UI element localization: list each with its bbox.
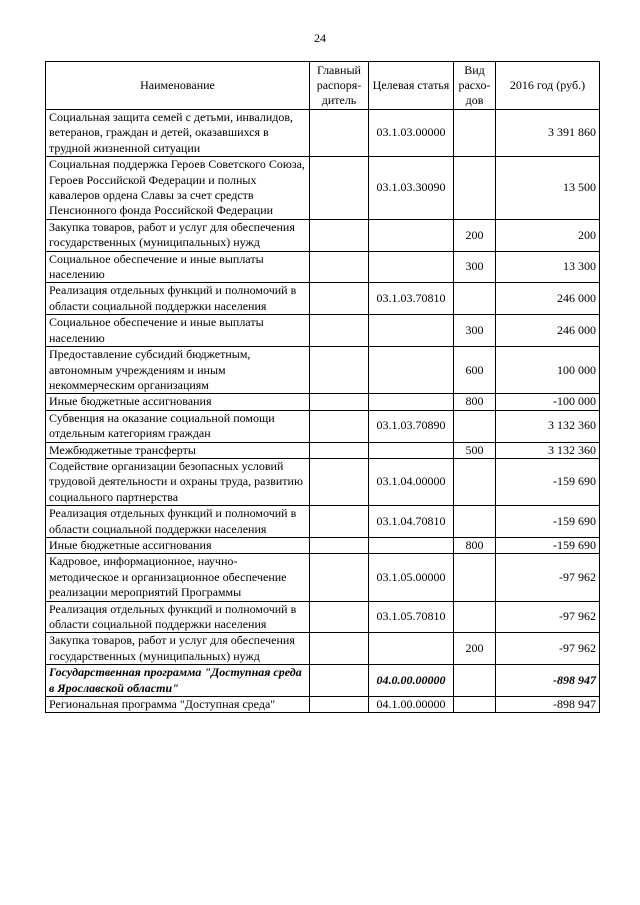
row-admin-cell	[310, 601, 369, 633]
row-admin-cell	[310, 219, 369, 251]
table-row	[46, 410, 600, 442]
row-amount-cell: -159 690	[496, 458, 600, 505]
row-amount-cell: 200	[496, 219, 600, 251]
page-number: 24	[314, 31, 326, 45]
row-article-cell	[369, 251, 454, 283]
table-row	[46, 442, 600, 458]
row-type-cell	[454, 601, 496, 633]
row-article-cell	[369, 442, 454, 458]
row-article-cell: 04.1.00.00000	[369, 697, 454, 713]
row-admin-cell	[310, 283, 369, 315]
row-name-cell: Иные бюджетные ассигнования	[46, 537, 310, 553]
row-article-cell: 03.1.04.00000	[369, 458, 454, 505]
row-amount-cell: -898 947	[496, 697, 600, 713]
row-type-cell: 300	[454, 315, 496, 347]
row-type-cell	[454, 506, 496, 538]
budget-table	[45, 61, 600, 713]
row-admin-cell	[310, 665, 369, 697]
row-amount-cell: 100 000	[496, 347, 600, 394]
row-name-cell: Иные бюджетные ассигнования	[46, 394, 310, 410]
row-type-cell: 800	[454, 394, 496, 410]
row-admin-cell	[310, 633, 369, 665]
row-amount-cell: 246 000	[496, 283, 600, 315]
header-name: Наименование	[46, 62, 310, 110]
table-row	[46, 347, 600, 394]
row-name-cell: Межбюджетные трансферты	[46, 442, 310, 458]
table-row	[46, 110, 600, 157]
row-amount-cell: -159 690	[496, 537, 600, 553]
table-row	[46, 697, 600, 713]
row-article-cell	[369, 633, 454, 665]
table-row	[46, 633, 600, 665]
table-row	[46, 554, 600, 601]
row-name-cell: Закупка товаров, работ и услуг для обеспечения государственных (муниципальных) нужд	[46, 219, 310, 251]
row-name-cell: Реализация отдельных функций и полномочий в области социальной поддержки населения	[46, 506, 310, 538]
row-admin-cell	[310, 347, 369, 394]
row-amount-cell: -898 947	[496, 665, 600, 697]
row-article-cell: 03.1.04.70810	[369, 506, 454, 538]
table-row	[46, 251, 600, 283]
row-admin-cell	[310, 157, 369, 220]
row-amount-cell: -97 962	[496, 601, 600, 633]
table-row	[46, 394, 600, 410]
row-article-cell	[369, 315, 454, 347]
row-admin-cell	[310, 697, 369, 713]
row-article-cell: 03.1.03.70810	[369, 283, 454, 315]
row-admin-cell	[310, 394, 369, 410]
row-name-cell: Социальное обеспечение и иные выплаты населению	[46, 251, 310, 283]
row-amount-cell: -97 962	[496, 554, 600, 601]
table-row	[46, 537, 600, 553]
row-type-cell	[454, 697, 496, 713]
row-name-cell: Кадровое, информационное, научно-методическое и организационное обеспечение реализации мероприятий Программы	[46, 554, 310, 601]
row-type-cell	[454, 665, 496, 697]
row-article-cell: 03.1.05.70810	[369, 601, 454, 633]
row-admin-cell	[310, 315, 369, 347]
table-row	[46, 601, 600, 633]
header-admin: Главный распоря-дитель	[310, 62, 369, 110]
row-name-cell: Реализация отдельных функций и полномочий в области социальной поддержки населения	[46, 283, 310, 315]
row-admin-cell	[310, 554, 369, 601]
row-article-cell: 03.1.03.30090	[369, 157, 454, 220]
table-row	[46, 665, 600, 697]
row-article-cell: 03.1.03.70890	[369, 410, 454, 442]
row-type-cell: 300	[454, 251, 496, 283]
row-admin-cell	[310, 537, 369, 553]
row-admin-cell	[310, 110, 369, 157]
row-type-cell	[454, 554, 496, 601]
row-amount-cell: 13 300	[496, 251, 600, 283]
row-admin-cell	[310, 506, 369, 538]
row-amount-cell: -100 000	[496, 394, 600, 410]
header-type: Вид расхо-дов	[454, 62, 496, 110]
row-name-cell: Содействие организации безопасных условий трудовой деятельности и охраны труда, развитию социального партнерства	[46, 458, 310, 505]
row-type-cell	[454, 410, 496, 442]
row-amount-cell: 3 132 360	[496, 410, 600, 442]
row-type-cell: 500	[454, 442, 496, 458]
table-row	[46, 157, 600, 220]
row-amount-cell: 3 391 860	[496, 110, 600, 157]
table-row	[46, 458, 600, 505]
row-type-cell	[454, 110, 496, 157]
row-type-cell: 200	[454, 633, 496, 665]
row-type-cell: 600	[454, 347, 496, 394]
row-name-cell: Реализация отдельных функций и полномочий в области социальной поддержки населения	[46, 601, 310, 633]
row-article-cell	[369, 219, 454, 251]
row-amount-cell: -159 690	[496, 506, 600, 538]
row-name-cell: Социальная защита семей с детьми, инвалидов, ветеранов, граждан и детей, оказавшихся в трудной жизненной ситуации	[46, 110, 310, 157]
header-amount: 2016 год (руб.)	[496, 62, 600, 110]
table-row	[46, 315, 600, 347]
row-name-cell: Социальное обеспечение и иные выплаты населению	[46, 315, 310, 347]
table-header-row	[46, 62, 600, 110]
table-body	[46, 110, 600, 713]
row-admin-cell	[310, 458, 369, 505]
row-name-cell: Закупка товаров, работ и услуг для обеспечения государственных (муниципальных) нужд	[46, 633, 310, 665]
row-type-cell: 200	[454, 219, 496, 251]
row-article-cell	[369, 347, 454, 394]
row-article-cell	[369, 394, 454, 410]
row-type-cell	[454, 458, 496, 505]
row-amount-cell: 3 132 360	[496, 442, 600, 458]
row-type-cell: 800	[454, 537, 496, 553]
row-type-cell	[454, 283, 496, 315]
row-admin-cell	[310, 410, 369, 442]
row-name-cell: Субвенция на оказание социальной помощи отдельным категориям граждан	[46, 410, 310, 442]
row-name-cell: Социальная поддержка Героев Советского Союза, Героев Российской Федерации и полных кавалеров ордена Славы за счет средств Пенсионного фонда Российской Федерации	[46, 157, 310, 220]
row-amount-cell: -97 962	[496, 633, 600, 665]
row-amount-cell: 246 000	[496, 315, 600, 347]
row-amount-cell: 13 500	[496, 157, 600, 220]
row-admin-cell	[310, 251, 369, 283]
row-name-cell: Региональная программа "Доступная среда"	[46, 697, 310, 713]
row-type-cell	[454, 157, 496, 220]
row-name-cell: Государственная программа "Доступная среда в Ярославской области"	[46, 665, 310, 697]
table-row	[46, 219, 600, 251]
row-article-cell: 03.1.03.00000	[369, 110, 454, 157]
row-admin-cell	[310, 442, 369, 458]
table-row	[46, 506, 600, 538]
header-article: Целевая статья	[369, 62, 454, 110]
row-article-cell: 04.0.00.00000	[369, 665, 454, 697]
table-row	[46, 283, 600, 315]
row-article-cell: 03.1.05.00000	[369, 554, 454, 601]
row-article-cell	[369, 537, 454, 553]
row-name-cell: Предоставление субсидий бюджетным, автономным учреждениям и иным некоммерческим организациям	[46, 347, 310, 394]
